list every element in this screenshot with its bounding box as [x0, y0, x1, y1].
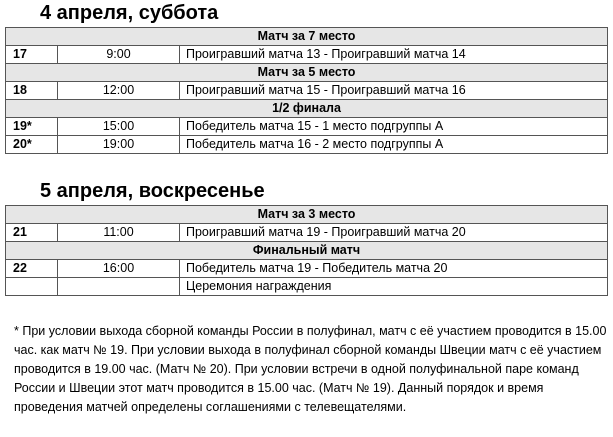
- match-time: 19:00: [58, 136, 180, 154]
- section-heading-row: [6, 28, 608, 46]
- match-row: [6, 46, 608, 64]
- match-description: Победитель матча 19 - Победитель матча 20: [180, 260, 608, 278]
- section-heading: Матч за 5 место: [6, 64, 608, 82]
- match-number: 20*: [6, 136, 58, 154]
- ceremony-row: [6, 278, 608, 296]
- section-heading: Финальный матч: [6, 242, 608, 260]
- section-heading: Матч за 3 место: [6, 206, 608, 224]
- match-row: [6, 82, 608, 100]
- match-time: 16:00: [58, 260, 180, 278]
- match-number: 17: [6, 46, 58, 64]
- match-number: 18: [6, 82, 58, 100]
- match-row: [6, 260, 608, 278]
- section-heading-row: [6, 206, 608, 224]
- match-row: [6, 136, 608, 154]
- section-heading: Матч за 7 место: [6, 28, 608, 46]
- match-description: Победитель матча 15 - 1 место подгруппы А: [180, 118, 608, 136]
- schedule-table-day2: [5, 205, 608, 296]
- footnote: * При условии выхода сборной команды России в полуфинал, матч с её участием проводится в 15.00 час. как матч № 19. При условии выхода в полуфинал сборной команды Швеции матч с её участием проводится в 19.00 час. (Матч № 20). При условии встречи в одной полуфинальной паре команд России и Швеции этот матч проводится в 15.00 час. (Матч № 19). Данный порядок и время проведения матчей определены соглашениями с телевещателями.: [14, 324, 607, 414]
- match-time: 11:00: [58, 224, 180, 242]
- day2-title: 5 апреля, воскресенье: [40, 180, 265, 202]
- day1-title: 4 апреля, суббота: [40, 2, 219, 24]
- match-number: 21: [6, 224, 58, 242]
- match-number: 22: [6, 260, 58, 278]
- match-number: 19*: [6, 118, 58, 136]
- schedule-table-day1: [5, 27, 608, 154]
- section-heading-row: [6, 64, 608, 82]
- match-description: Победитель матча 16 - 2 место подгруппы А: [180, 136, 608, 154]
- match-time: [58, 278, 180, 296]
- match-description: Проигравший матча 19 - Проигравший матча 20: [180, 224, 608, 242]
- section-heading-row: [6, 100, 608, 118]
- match-time: 15:00: [58, 118, 180, 136]
- match-description: Проигравший матча 15 - Проигравший матча 16: [180, 82, 608, 100]
- section-heading-row: [6, 242, 608, 260]
- match-row: [6, 224, 608, 242]
- match-time: 12:00: [58, 82, 180, 100]
- match-time: 9:00: [58, 46, 180, 64]
- match-row: [6, 118, 608, 136]
- section-heading: 1/2 финала: [6, 100, 608, 118]
- match-number: [6, 278, 58, 296]
- match-description: Проигравший матча 13 - Проигравший матча 14: [180, 46, 608, 64]
- ceremony-description: Церемония награждения: [180, 278, 608, 296]
